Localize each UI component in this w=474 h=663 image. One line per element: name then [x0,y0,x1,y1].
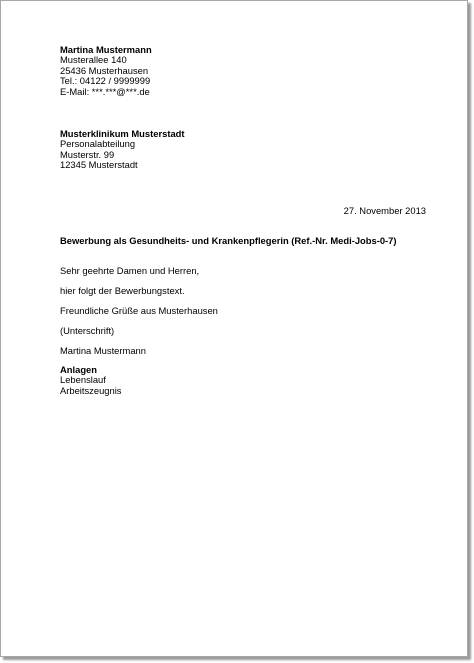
attachment-item: Arbeitszeugnis [60,384,122,396]
attachment-item: Lebenslauf [60,374,106,386]
attachments-heading: Anlagen [60,364,97,375]
letter-closing: Freundliche Grüße aus Musterhausen [60,305,218,316]
recipient-city: 12345 Musterstadt [60,159,138,171]
sender-email: E-Mail: ***.***@***.de [60,85,150,97]
sender-name: Martina Mustermann [60,44,152,55]
letter-body: hier folgt der Bewerbungstext. [60,285,185,296]
sender-phone: Tel.: 04122 / 9999999 [60,75,151,87]
letter-date: 27. November 2013 [343,205,426,216]
sender-street: Musterallee 140 [60,54,127,66]
recipient-company: Musterklinikum Musterstadt [60,128,185,139]
attachments-section [60,365,122,396]
recipient-department: Personalabteilung [60,138,136,150]
letter-salutation: Sehr geehrte Damen und Herren, [60,265,200,276]
signature-placeholder: (Unterschrift) [60,325,115,336]
recipient-address [60,129,185,171]
sender-address [60,45,152,97]
signer-name: Martina Mustermann [60,345,146,356]
letter-subject: Bewerbung als Gesundheits- und Krankenpflegerin (Ref.-Nr. Medi-Jobs-0-7) [60,235,397,246]
sender-city: 25436 Musterhausen [60,64,149,76]
recipient-street: Musterstr. 99 [60,148,115,160]
